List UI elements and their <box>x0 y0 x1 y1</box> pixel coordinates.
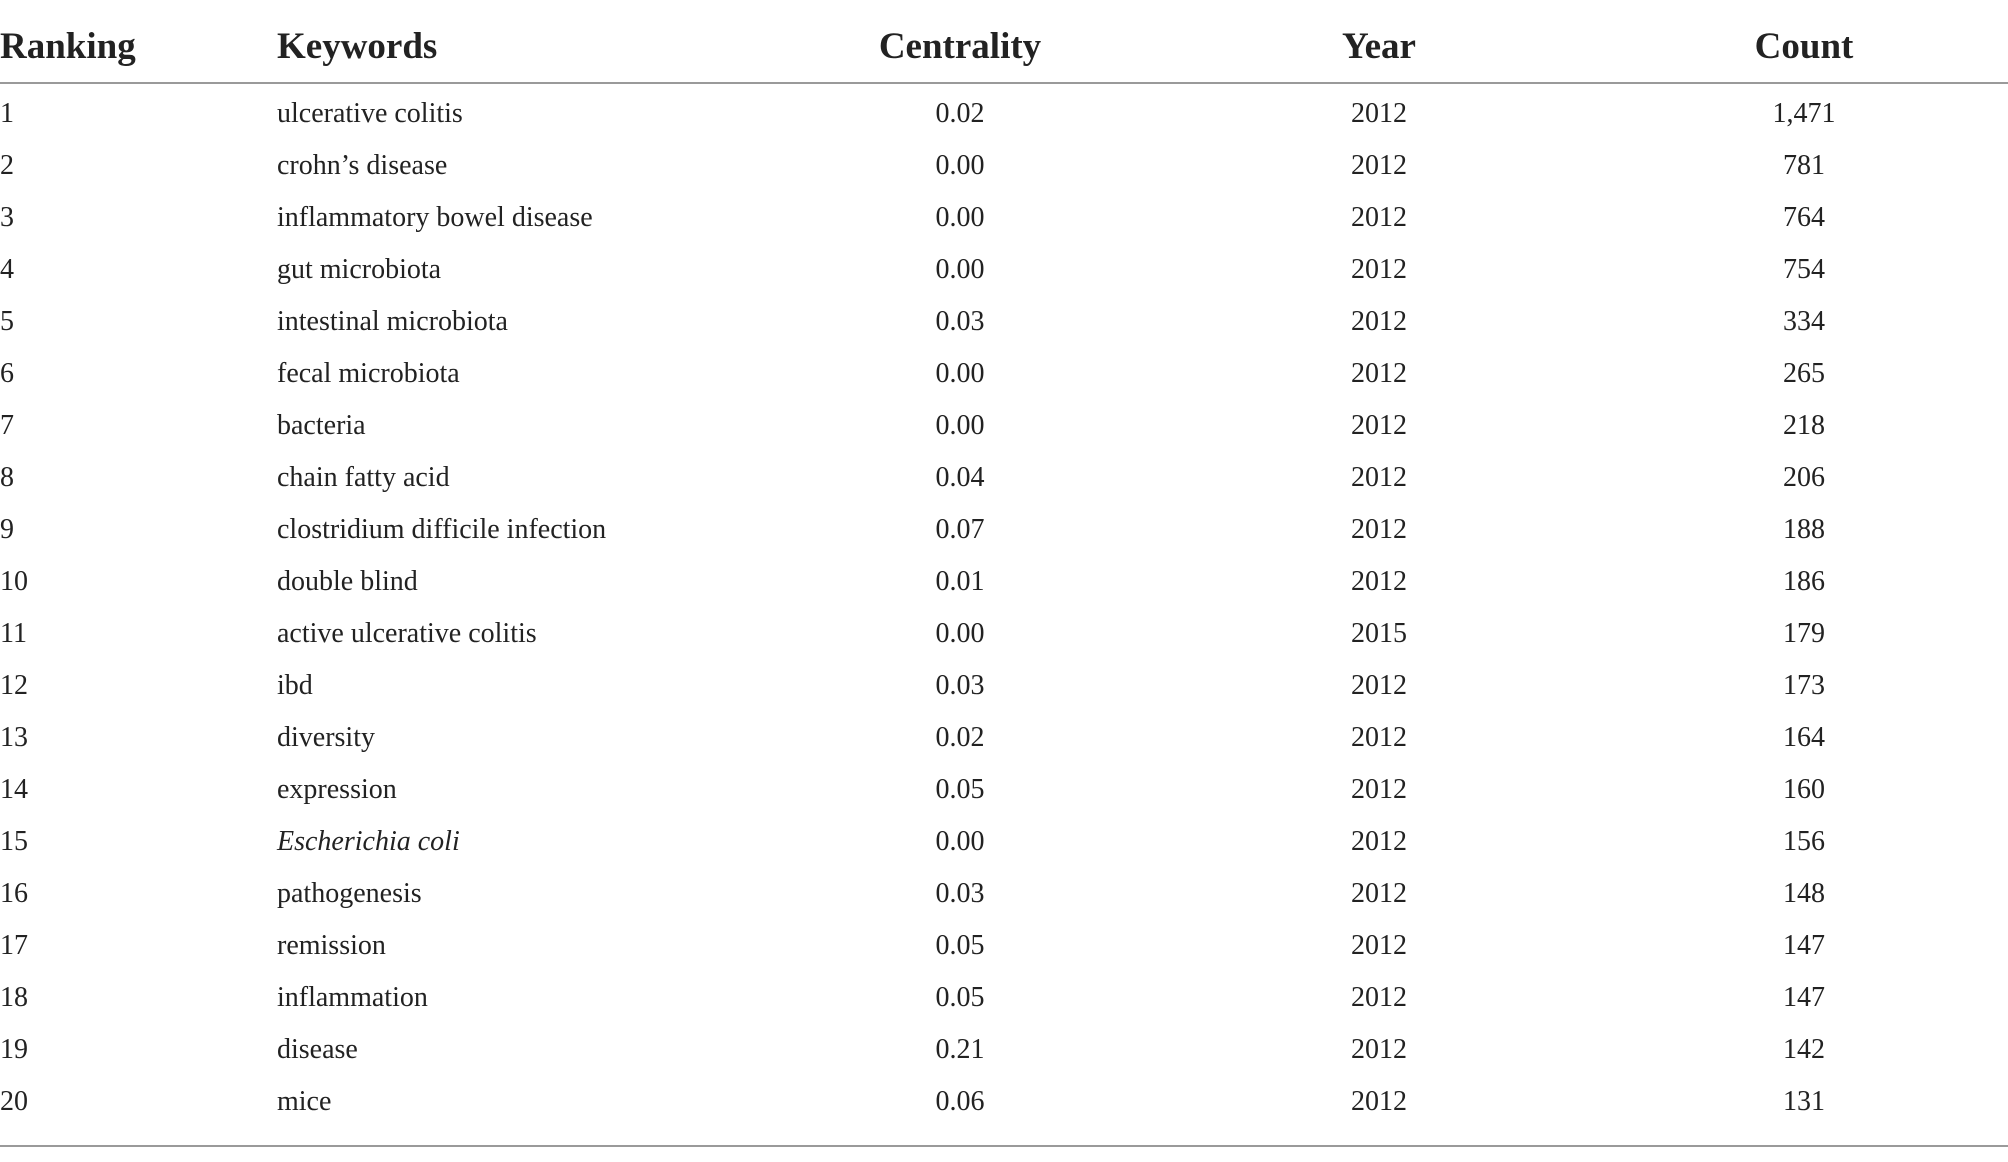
table-row <box>0 504 2008 556</box>
table-row <box>0 88 2008 140</box>
cell-count: 781 <box>1783 150 1825 181</box>
cell-ranking: 18 <box>0 982 28 1013</box>
cell-centrality: 0.00 <box>935 358 985 389</box>
cell-centrality: 0.06 <box>935 1086 985 1117</box>
cell-year: 2012 <box>1351 722 1407 753</box>
cell-year: 2012 <box>1351 1086 1407 1117</box>
cell-year: 2012 <box>1351 566 1407 597</box>
cell-count: 188 <box>1783 514 1825 545</box>
cell-keyword: fecal microbiota <box>277 358 460 389</box>
cell-centrality: 0.00 <box>935 826 985 857</box>
header-ranking: Ranking <box>0 25 136 67</box>
cell-ranking: 12 <box>0 670 28 701</box>
cell-keyword: bacteria <box>277 410 366 441</box>
cell-keyword: intestinal microbiota <box>277 306 508 337</box>
cell-year: 2012 <box>1351 306 1407 337</box>
cell-year: 2012 <box>1351 462 1407 493</box>
cell-ranking: 6 <box>0 358 14 389</box>
cell-year: 2012 <box>1351 98 1407 129</box>
cell-keyword: ulcerative colitis <box>277 98 463 129</box>
cell-count: 206 <box>1783 462 1825 493</box>
table-row <box>0 972 2008 1024</box>
cell-keyword: clostridium difficile infection <box>277 514 607 545</box>
cell-keyword: chain fatty acid <box>277 462 450 493</box>
table-row <box>0 400 2008 452</box>
cell-count: 142 <box>1783 1034 1825 1065</box>
cell-ranking: 1 <box>0 98 14 129</box>
cell-count: 131 <box>1783 1086 1825 1117</box>
cell-count: 148 <box>1783 878 1825 909</box>
cell-keyword: active ulcerative colitis <box>277 618 537 649</box>
cell-keyword: inflammatory bowel disease <box>277 202 593 233</box>
cell-centrality: 0.01 <box>935 566 985 597</box>
cell-year: 2012 <box>1351 202 1407 233</box>
table-row <box>0 1024 2008 1076</box>
cell-ranking: 8 <box>0 462 14 493</box>
header-year: Year <box>1342 25 1416 67</box>
header-centrality: Centrality <box>878 25 1042 67</box>
cell-ranking: 5 <box>0 306 14 337</box>
cell-count: 164 <box>1783 722 1825 753</box>
table-row <box>0 244 2008 296</box>
table-row <box>0 868 2008 920</box>
table-header-row <box>0 18 2008 84</box>
table-row <box>0 1076 2008 1128</box>
cell-centrality: 0.07 <box>935 514 985 545</box>
cell-centrality: 0.02 <box>935 722 985 753</box>
cell-count: 218 <box>1783 410 1825 441</box>
table-row <box>0 608 2008 660</box>
cell-ranking: 3 <box>0 202 14 233</box>
table-row <box>0 816 2008 868</box>
cell-keyword: diversity <box>277 722 375 753</box>
cell-keyword: disease <box>277 1034 358 1065</box>
cell-centrality: 0.00 <box>935 618 985 649</box>
cell-centrality: 0.00 <box>935 254 985 285</box>
cell-keyword: pathogenesis <box>277 878 422 909</box>
cell-ranking: 11 <box>0 618 27 649</box>
cell-centrality: 0.05 <box>935 930 985 961</box>
table-bottom-rule <box>0 1145 2008 1147</box>
cell-count: 334 <box>1783 306 1825 337</box>
cell-count: 147 <box>1783 930 1825 961</box>
table-body <box>0 84 2008 1128</box>
table-row <box>0 920 2008 972</box>
cell-keyword: mice <box>277 1086 332 1117</box>
table-row <box>0 556 2008 608</box>
cell-count: 186 <box>1783 566 1825 597</box>
cell-year: 2012 <box>1351 982 1407 1013</box>
cell-centrality: 0.04 <box>935 462 985 493</box>
table-row <box>0 140 2008 192</box>
cell-year: 2012 <box>1351 670 1407 701</box>
cell-keyword: double blind <box>277 566 418 597</box>
cell-count: 1,471 <box>1772 98 1836 129</box>
cell-ranking: 17 <box>0 930 28 961</box>
header-keywords: Keywords <box>277 25 438 67</box>
cell-centrality: 0.21 <box>935 1034 985 1065</box>
cell-ranking: 7 <box>0 410 14 441</box>
cell-centrality: 0.00 <box>935 410 985 441</box>
cell-keyword: Escherichia coli <box>277 826 460 857</box>
cell-centrality: 0.00 <box>935 150 985 181</box>
cell-year: 2012 <box>1351 826 1407 857</box>
cell-year: 2012 <box>1351 150 1407 181</box>
cell-ranking: 2 <box>0 150 14 181</box>
cell-count: 179 <box>1783 618 1825 649</box>
table-row <box>0 192 2008 244</box>
keywords-table <box>0 18 2008 1128</box>
table-row <box>0 764 2008 816</box>
cell-ranking: 13 <box>0 722 28 753</box>
cell-keyword: gut microbiota <box>277 254 442 285</box>
cell-keyword: crohn’s disease <box>277 150 448 181</box>
cell-ranking: 15 <box>0 826 28 857</box>
table-row <box>0 348 2008 400</box>
table-row <box>0 660 2008 712</box>
cell-year: 2015 <box>1351 618 1407 649</box>
cell-keyword: expression <box>277 774 397 805</box>
cell-ranking: 9 <box>0 514 14 545</box>
cell-year: 2012 <box>1351 514 1407 545</box>
cell-centrality: 0.05 <box>935 774 985 805</box>
cell-keyword: remission <box>277 930 386 961</box>
table-row <box>0 712 2008 764</box>
cell-ranking: 14 <box>0 774 28 805</box>
cell-keyword: ibd <box>277 670 313 701</box>
cell-count: 764 <box>1783 202 1825 233</box>
cell-count: 156 <box>1783 826 1825 857</box>
header-count: Count <box>1754 25 1854 67</box>
cell-centrality: 0.00 <box>935 202 985 233</box>
cell-keyword: inflammation <box>277 982 428 1013</box>
cell-ranking: 20 <box>0 1086 28 1117</box>
cell-count: 147 <box>1783 982 1825 1013</box>
cell-ranking: 4 <box>0 254 14 285</box>
cell-centrality: 0.02 <box>935 98 985 129</box>
cell-year: 2012 <box>1351 774 1407 805</box>
table-row <box>0 296 2008 348</box>
cell-count: 754 <box>1783 254 1825 285</box>
cell-year: 2012 <box>1351 878 1407 909</box>
cell-year: 2012 <box>1351 254 1407 285</box>
table-row <box>0 452 2008 504</box>
cell-year: 2012 <box>1351 1034 1407 1065</box>
cell-ranking: 16 <box>0 878 28 909</box>
cell-centrality: 0.03 <box>935 670 985 701</box>
cell-centrality: 0.03 <box>935 878 985 909</box>
cell-centrality: 0.05 <box>935 982 985 1013</box>
cell-ranking: 19 <box>0 1034 28 1065</box>
cell-count: 160 <box>1783 774 1825 805</box>
cell-ranking: 10 <box>0 566 28 597</box>
cell-count: 265 <box>1783 358 1825 389</box>
cell-year: 2012 <box>1351 930 1407 961</box>
cell-centrality: 0.03 <box>935 306 985 337</box>
cell-year: 2012 <box>1351 358 1407 389</box>
cell-count: 173 <box>1783 670 1825 701</box>
cell-year: 2012 <box>1351 410 1407 441</box>
